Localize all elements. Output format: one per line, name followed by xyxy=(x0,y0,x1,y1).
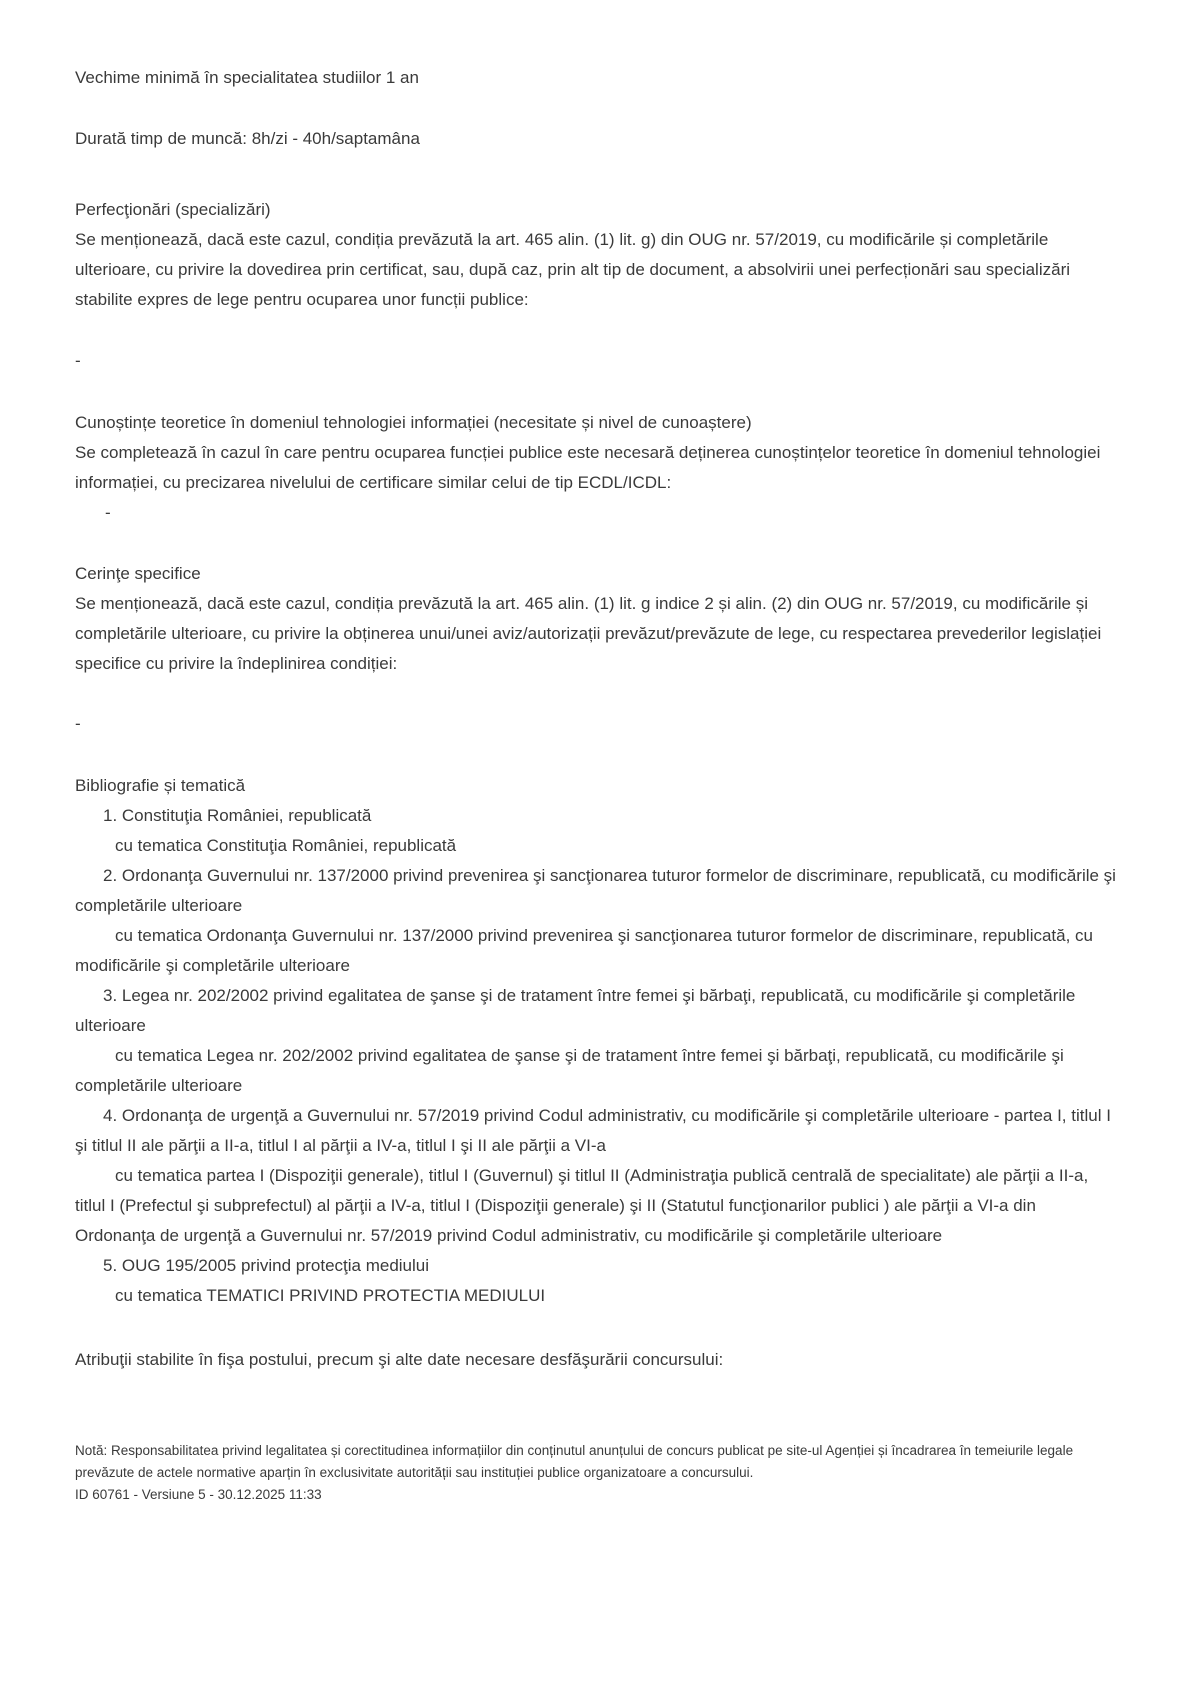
bibliography-item: 2. Ordonanţa Guvernului nr. 137/2000 privind prevenirea şi sancţionarea tuturor formelor de discriminare, republicată, cu modificările şi completările ulterioare xyxy=(75,866,1116,915)
empty-value-dash: - xyxy=(75,714,81,733)
section-perfectionari xyxy=(75,195,1120,315)
section-bibliografie-title: Bibliografie și tematică xyxy=(75,776,246,795)
footer-note: Notă: Responsabilitatea privind legalitatea și corectitudinea informațiilor din conținutul anunțului de concurs publicat pe site-ul Agenției și încadrarea în temeiurile legale prevăzute de actele normative aparțin în exclusivitate autorității sau instituției publice organizatoare a concursului. xyxy=(75,1443,1074,1480)
bibliography-item: 4. Ordonanţa de urgenţă a Guvernului nr. 57/2019 privind Codul administrativ, cu modificările şi completările ulterioare - partea I, titlul I şi titlul II ale părţii a II-a, titlul I al părţii a IV-a, titlul I şi II ale părţii a VI-a xyxy=(75,1106,1111,1155)
section-cunostinte-title: Cunoștințe teoretice în domeniul tehnologiei informației (necesitate și nivel de cunoaștere) xyxy=(75,413,752,432)
bibliography-item: 3. Legea nr. 202/2002 privind egalitatea de şanse şi de tratament între femei şi bărbaţi, republicată, cu modificările şi completările ulterioare xyxy=(75,986,1076,1035)
work-time-line: Durată timp de muncă: 8h/zi - 40h/saptamâna xyxy=(75,129,420,148)
page-footer xyxy=(75,1440,1120,1506)
bibliography-item: 1. Constituţia României, republicată xyxy=(103,806,372,825)
section-cunostinte xyxy=(75,408,1120,498)
section-cunostinte-body: Se completează în cazul în care pentru ocuparea funcției publice este necesară deținerea cunoștințelor teoretice în domeniul tehnologiei informației, cu precizarea nivelului de certificare similar celui de tip ECDL/ICDL: xyxy=(75,443,1101,492)
bibliography-item-tematica: cu tematica TEMATICI PRIVIND PROTECTIA MEDIULUI xyxy=(115,1286,546,1305)
section-cerinte-body: Se menționează, dacă este cazul, condiția prevăzută la art. 465 alin. (1) lit. g indice 2 și alin. (2) din OUG nr. 57/2019, cu modificările și completările ulterioare, cu privire la obținerea unui/unei aviz/autorizații prevăzut/prevăzute de lege, cu respectarea prevederilor legislației specifice cu privire la îndeplinirea condiției: xyxy=(75,594,1102,673)
seniority-line: Vechime minimă în specialitatea studiilor 1 an xyxy=(75,68,419,87)
section-bibliografie xyxy=(75,771,1120,1311)
bibliography-item-tematica: cu tematica Legea nr. 202/2002 privind egalitatea de şanse şi de tratament între femei şi bărbaţi, republicată, cu modificările şi completările ulterioare xyxy=(75,1046,1064,1095)
bibliography-item-tematica: cu tematica Constituţia României, republicată xyxy=(115,836,457,855)
section-perfectionari-body: Se menționează, dacă este cazul, condiția prevăzută la art. 465 alin. (1) lit. g) din OUG nr. 57/2019, cu modificările și completările ulterioare, cu privire la dovedirea prin certificat, sau, după caz, prin alt tip de document, a absolvirii unei perfecționări sau specializări stabilite expres de lege pentru ocuparea unor funcții publice: xyxy=(75,230,1071,309)
section-cerinte xyxy=(75,559,1120,679)
bibliography-item-tematica: cu tematica partea I (Dispoziţii generale), titlul I (Guvernul) şi titlul II (Administraţia publică centrală de specialitate) ale părţii a II-a, titlul I (Prefectul şi subprefectul) al părţii a IV-a, titlul I (Dispoziţii generale) şi II (Statutul funcţionarilor publici ) ale părţii a VI-a din Ordonanţa de urgenţă a Guvernului nr. 57/2019 privind Codul administrativ, cu modificările şi completările ulterioare xyxy=(75,1166,1089,1245)
section-cerinte-title: Cerinţe specifice xyxy=(75,564,201,583)
footer-document-id: ID 60761 - Versiune 5 - 30.12.2025 11:33 xyxy=(75,1487,322,1502)
bibliography-item: 5. OUG 195/2005 privind protecţia mediului xyxy=(103,1256,430,1275)
section-perfectionari-title: Perfecţionări (specializări) xyxy=(75,200,271,219)
job-duties-line: Atribuţii stabilite în fişa postului, precum şi alte date necesare desfăşurării concursului: xyxy=(75,1350,724,1369)
empty-value-dash: - xyxy=(75,351,81,370)
empty-value-dash: - xyxy=(105,503,111,522)
bibliography-item-tematica: cu tematica Ordonanţa Guvernului nr. 137/2000 privind prevenirea şi sancţionarea tuturor formelor de discriminare, republicată, cu modificările şi completările ulterioare xyxy=(75,926,1094,975)
